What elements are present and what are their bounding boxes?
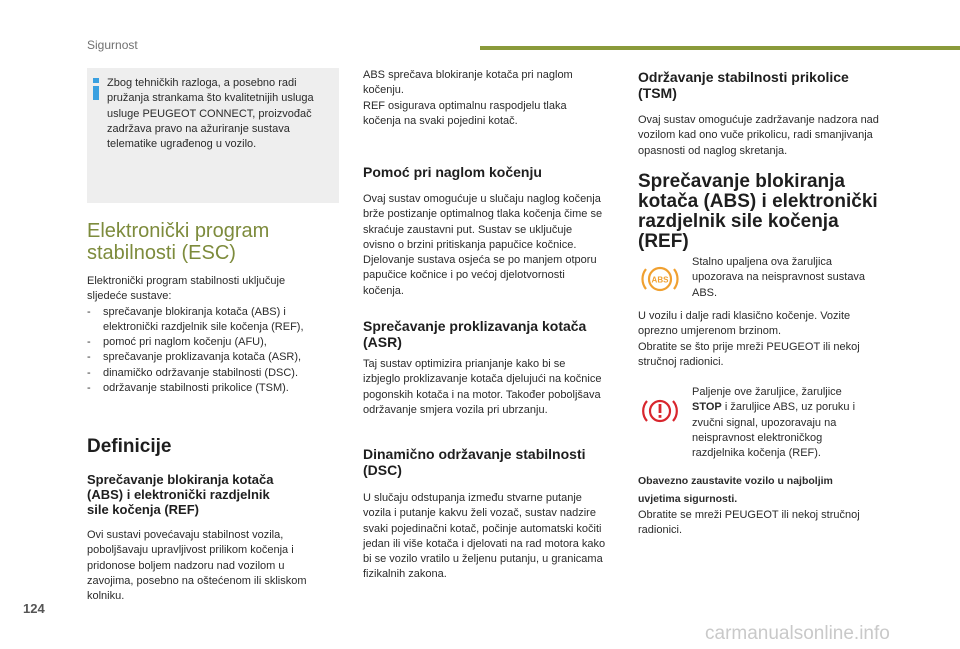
asr-title-line2: (ASR) <box>363 334 402 350</box>
stop-label: STOP <box>692 401 722 414</box>
abs-ref-heading <box>638 172 898 252</box>
definitions-title: Definicije <box>87 436 172 457</box>
ref-text: REF osigurava optimalnu raspodjelu tlaka kočenja na svaki pojedini kotač. <box>363 99 567 127</box>
abs-warning-text: Stalno upaljena ova žaruljica upozorava na neispravnost sustava ABS. <box>692 256 866 299</box>
list-item: - sprečavanje blokiranja kotača (ABS) i elektronički razdjelnik sile kočenja (REF), <box>87 305 342 336</box>
tsm-heading <box>638 69 898 101</box>
esc-section <box>87 220 342 264</box>
info-note-text: Zbog tehničkih razloga, a posebno radi pružanja strankama što kvalitetnijih usluga usluge PEUGEOT CONNECT, proizvođač zadržava pravo na ažuriranje sustava telematike ugrađenog u vozilo. <box>107 77 314 151</box>
abs-continued-text: ABS sprečava blokiranje kotača pri naglom kočenju. <box>363 69 573 97</box>
abs-ref-title-line1: Sprečavanje blokiranja <box>638 171 845 192</box>
abs-detail-text: U vozilu i dalje radi klasično kočenje. Vozite oprezno umjerenom brzinom. <box>638 310 851 338</box>
abs-ref-title-line4: (REF) <box>638 231 689 252</box>
tsm-text: Ovaj sustav omogućuje zadržavanje nadzora nad vozilom kad ono vuče prikolicu, radi smanjivanja opasnosti od naglog skretanja. <box>638 114 879 157</box>
asr-text: Taj sustav optimizira prianjanje kako bi se izbjeglo proklizavanje kotača djelujući na kočnice pogonskih kotača i na motor. Također poboljšava održavanje smjera vozila pri ubrzanju. <box>363 358 602 416</box>
afu-title: Pomoć pri naglom kočenju <box>363 164 542 180</box>
asr-title-line1: Sprečavanje proklizavanja kotača <box>363 318 587 334</box>
section-title: Sigurnost <box>87 38 138 52</box>
esc-intro <box>87 274 342 396</box>
list-item: - pomoć pri naglom kočenju (AFU), <box>87 335 342 350</box>
abs-warning-icon <box>640 262 680 296</box>
stop-contact-text: Obratite se mreži PEUGEOT ili nekoj stručnoj radionici. <box>638 509 860 537</box>
abs-ref-title-line3: razdjelnik sile kočenja <box>638 211 839 232</box>
dsc-title-line2: (DSC) <box>363 462 402 478</box>
stop-warning-post: i žaruljice ABS, uz poruku i zvučni signal, upozoravaju na neispravnost elektroničkog razdjelnika kočenja (REF). <box>692 401 856 460</box>
list-item: - sprečavanje proklizavanja kotača (ASR), <box>87 350 342 365</box>
abs-icon-label: ABS <box>651 275 669 285</box>
abs-def-title-line1: Sprečavanje blokiranja kotača <box>87 472 274 487</box>
dsc-text: U slučaju odstupanja između stvarne putanje vozila i putanje kakvu želi vozač, sustav nadzire svaki pojedinačni kotač, počinje automatski kočiti jedan ili više kotača i djelovati na rad motora kako bi se vozilo vratilo u željenu putanju, u granicama fizikalnih zakona. <box>363 492 606 581</box>
stop-warning-text <box>692 385 872 461</box>
page-number: 124 <box>23 601 45 616</box>
esc-title-line1: Elektronički program <box>87 220 270 242</box>
info-note <box>87 68 339 203</box>
asr-heading <box>363 318 623 350</box>
abs-def-title-line2: (ABS) i elektronički razdjelnik <box>87 487 270 502</box>
stop-action-line2: uvjetima sigurnosti. <box>638 493 738 505</box>
abs-ref-title-line2: kotača (ABS) i elektronički <box>638 191 878 212</box>
header-accent-bar <box>480 46 960 50</box>
esc-intro-line2: sljedeće sustave: <box>87 290 172 303</box>
abs-def-text: Ovi sustavi povećavaju stabilnost vozila, poboljšavaju upravljivost prilikom kočenja i pridonose boljem nadzoru nad vozilom u zavojima, posebno na oštećenom ili skliskom kolniku. <box>87 529 307 603</box>
watermark: carmanualsonline.info <box>705 623 890 644</box>
stop-action-line1: Obavezno zaustavite vozilo u najboljim <box>638 475 833 487</box>
esc-intro-line1: Elektronički program stabilnosti uključuje <box>87 275 286 287</box>
dsc-title-line1: Dinamično održavanje stabilnosti <box>363 446 586 462</box>
stop-warning-icon <box>641 394 679 428</box>
dsc-heading <box>363 446 623 478</box>
info-icon <box>93 78 99 100</box>
abs-definition-heading <box>87 472 342 517</box>
stop-warning-pre: Paljenje ove žaruljice, žaruljice <box>692 386 842 398</box>
esc-title-line2: stabilnosti (ESC) <box>87 242 236 264</box>
tsm-title-line1: Održavanje stabilnosti prikolice <box>638 69 849 85</box>
abs-def-title-line3: sile kočenja (REF) <box>87 502 199 517</box>
list-item: - održavanje stabilnosti prikolice (TSM). <box>87 381 342 396</box>
list-item: - dinamičko održavanje stabilnosti (DSC). <box>87 366 342 381</box>
tsm-title-line2: (TSM) <box>638 85 677 101</box>
afu-text: Ovaj sustav omogućuje u slučaju naglog kočenja brže postizanje optimalnog tlaka kočenja čime se skraćuje zaustavni put. Sustav se uključuje ovisno o brzini pritiskanja papučice kočnice. Djelovanje sustava osjeća se po manjem otporu papučice kočnice i po većoj djelotvornosti kočenja. <box>363 193 603 297</box>
abs-contact-text: Obratite se što prije mreži PEUGEOT ili nekoj stručnoj radionici. <box>638 340 860 368</box>
esc-system-list <box>87 305 342 397</box>
